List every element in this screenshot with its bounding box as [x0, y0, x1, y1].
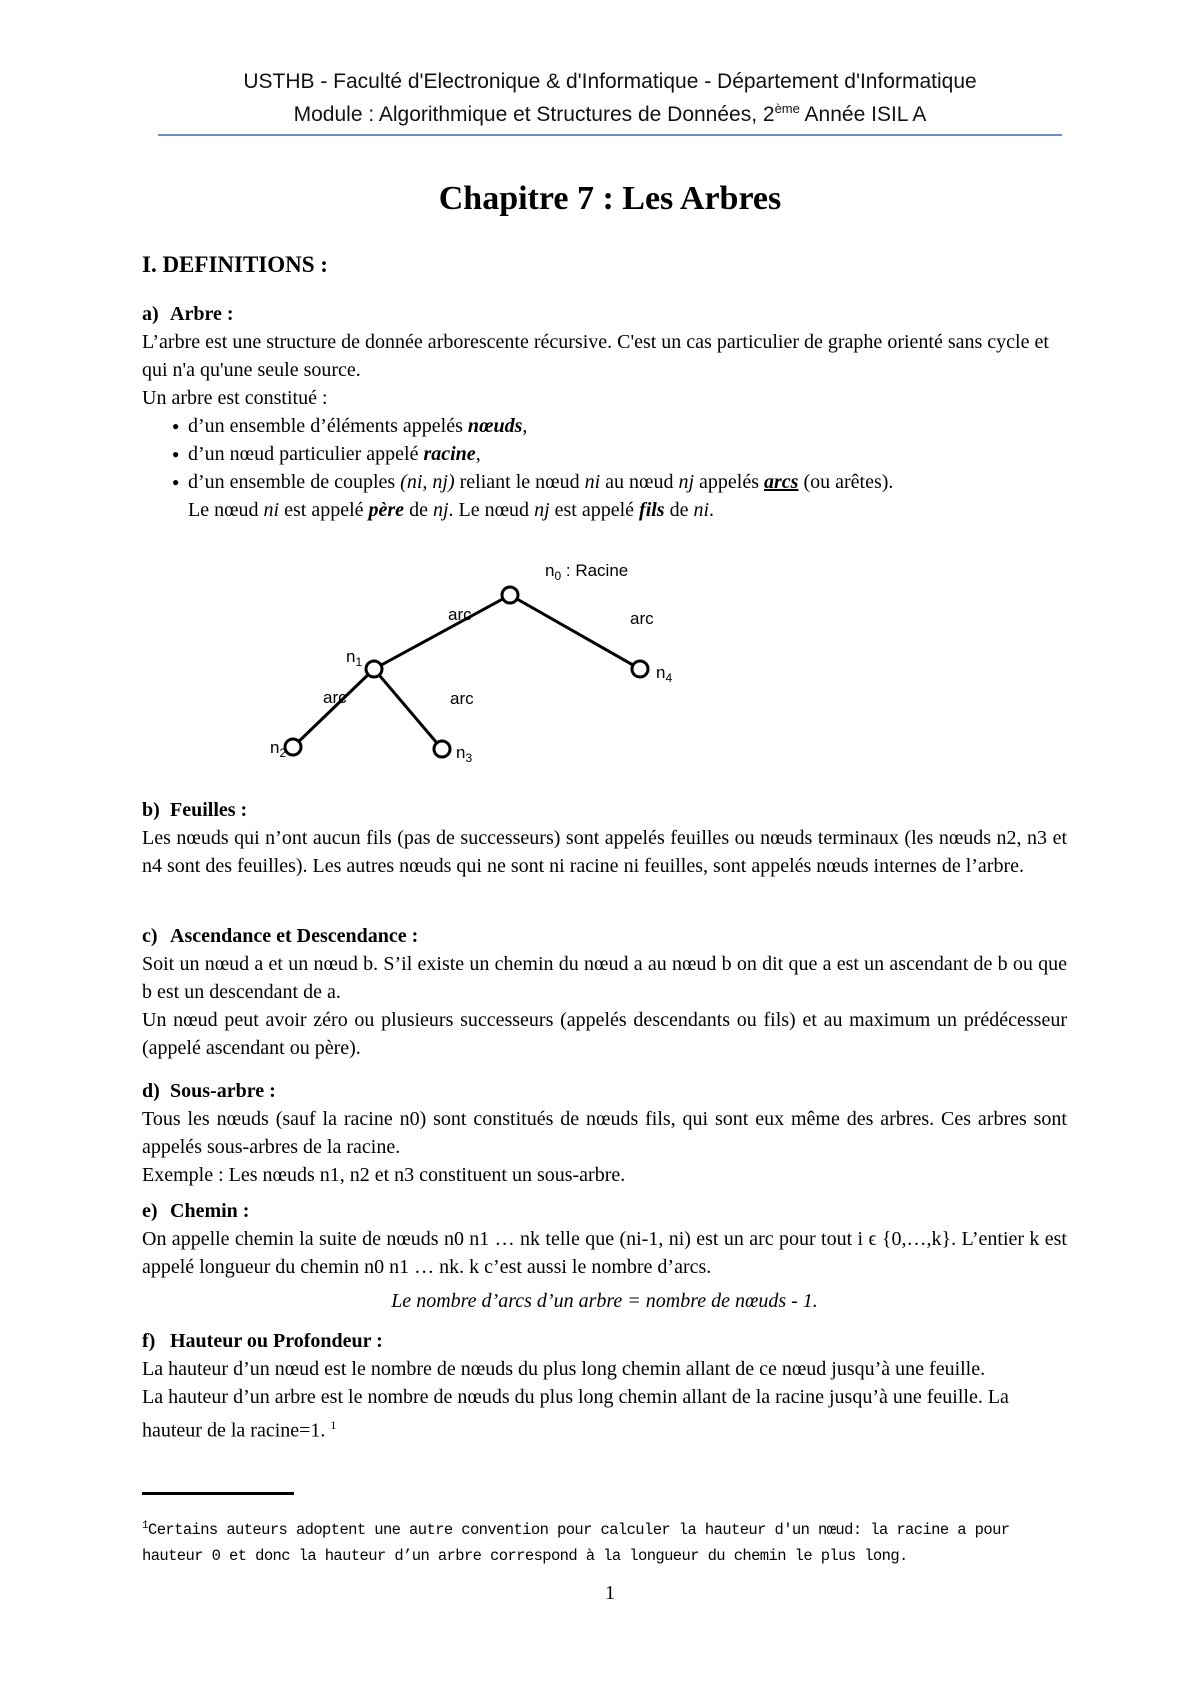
chapter-title: Chapitre 7 : Les Arbres: [438, 180, 782, 217]
section-b-heading: b) Feuilles :: [142, 799, 248, 821]
section-heading: I. DEFINITIONS :: [142, 252, 328, 277]
svg-text:n1: $n_1$: [346, 647, 363, 669]
section-e: [142, 1197, 1067, 1315]
section-a-intro: Un arbre est constitué :: [142, 387, 328, 409]
section-e-text: On appelle chemin la suite de nœuds n0 n1 … nk telle que (ni-1, ni) est un arc pour tout i ϵ {0,…,k}. L’entier k est appelé longueur du chemin n0 n1 … nk. k c’est aussi le nombre d’arcs.: [142, 1228, 1067, 1278]
section-a-heading: a) Arbre :: [142, 303, 234, 325]
edge-n0-n4: [510, 595, 640, 669]
footnote: $^1$Certains auteurs adoptent une autre convention pour calculer la hauteur d'un nœud: la racine a pour hauteur 0 et donc la hauteur d’un arbre correspond à la longueur du chemin le plus long.: [142, 1520, 1010, 1566]
node-n2: [285, 739, 301, 755]
section-a-text: L’arbre est une structure de donnée arborescente récursive. C'est un cas particulier de graphe orienté sans cycle et qui n'a qu'une seule source.: [142, 331, 1049, 381]
section-b-text: Les nœuds qui n’ont aucun fils (pas de successeurs) sont appelés feuilles ou nœuds terminaux (les nœuds n2, n3 et n4 sont des feuilles). Les autres nœuds qui ne sont ni racine ni feuilles, sont appelés nœuds internes de l’arbre.: [142, 827, 1067, 877]
footnote-rule: [142, 1492, 294, 1495]
section-d: [142, 1077, 1067, 1189]
edge-n1-n3: [374, 669, 442, 749]
header-rule: [158, 134, 1062, 136]
list-item: ● d’un nœud particulier appelé racine,: [172, 440, 1067, 468]
tree-diagram: [270, 550, 770, 780]
section-c-heading: c) Ascendance et Descendance :: [142, 925, 419, 947]
svg-text:arc: arc: [448, 605, 472, 624]
svg-text:n0 : Racine: $n_0$ : Racine: [545, 561, 629, 583]
arc-count-formula: Le nombre d’arcs d’un arbre = nombre de nœuds - 1.: [391, 1290, 818, 1312]
svg-text:arc: arc: [450, 689, 474, 708]
svg-text:arc: arc: [323, 688, 347, 707]
svg-text:arc: arc: [630, 609, 654, 628]
section-c-text1: Soit un nœud a et un nœud b. S’il existe un chemin du nœud a au nœud b on dit que a est un ascendant de b ou que b est un descendant de a.: [142, 953, 1067, 1003]
node-n3: [434, 741, 450, 757]
section-c: [142, 922, 1067, 1062]
section-f: [142, 1327, 1067, 1445]
parent-child-definition: Le nœud ni est appelé père de nj. Le nœud nj est appelé fils de ni.: [188, 499, 715, 521]
footnote-ref: 1: [330, 1418, 337, 1432]
page-number: 1: [605, 1582, 615, 1604]
section-d-example: Exemple : Les nœuds n1, n2 et n3 constituent un sous-arbre.: [142, 1164, 626, 1186]
header-module-prefix: Module : Algorithmique et Structures de Données, 2: [293, 103, 775, 126]
section-a: [142, 300, 1067, 524]
svg-text:n2: $n_2$: [270, 738, 287, 760]
section-f-heading: f) Hauteur ou Profondeur :: [142, 1330, 383, 1352]
svg-text:n3: $n_3$: [456, 743, 473, 765]
svg-text:n4: $n_4$: [656, 663, 673, 685]
header-module: [140, 101, 1080, 127]
node-n4: [632, 661, 648, 677]
section-f-text1: La hauteur d’un nœud est le nombre de nœuds du plus long chemin allant de ce nœud jusqu’à une feuille.: [142, 1358, 986, 1380]
section-d-text1: Tous les nœuds (sauf la racine n0) sont constitués de nœuds fils, qui sont eux même des arbres. Ces arbres sont appelés sous-arbres de la racine.: [142, 1108, 1067, 1158]
header-module-suffix: Année ISIL A: [799, 103, 927, 126]
edge-n1-n2: [293, 669, 374, 747]
section-f-text2: La hauteur d’un arbre est le nombre de nœuds du plus long chemin allant de la racine jusqu’à une feuille. La hauteur de la racine=1. $^1$: [142, 1386, 1009, 1442]
header-institution: USTHB - Faculté d'Electronique & d'Informatique - Département d'Informatique: [243, 70, 977, 93]
definition-list: [142, 412, 1067, 496]
section-b: [142, 796, 1067, 880]
list-item: ● d’un ensemble de couples (ni, nj) reliant le nœud ni au nœud nj appelés arcs (ou arêtes).: [172, 468, 1067, 496]
node-n1: [366, 661, 382, 677]
list-item: ● d’un ensemble d’éléments appelés nœuds,: [172, 412, 1067, 440]
header-module-sup: ème: [774, 101, 800, 116]
node-n0: [502, 587, 518, 603]
section-d-heading: d) Sous-arbre :: [142, 1080, 276, 1102]
section-e-heading: e) Chemin :: [142, 1200, 250, 1222]
edge-n0-n1: [374, 595, 510, 669]
section-c-text2: Un nœud peut avoir zéro ou plusieurs successeurs (appelés descendants ou fils) et au maximum un prédécesseur (appelé ascendant ou père).: [142, 1009, 1067, 1059]
